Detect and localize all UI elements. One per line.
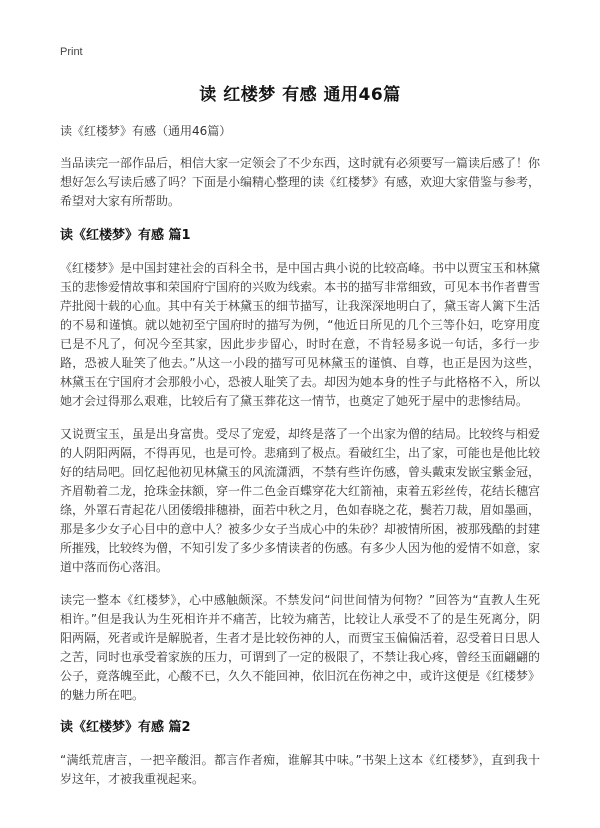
body-paragraph: 《红楼梦》是中国封建社会的百科全书，是中国古典小说的比较高峰。书中以贾宝玉和林黛玉的悲惨爱情故事和荣国府宁国府的兴败为线索。本书的描写非常细致，可见本书作者曹雪芹批阅十载的心血。其中有关于林黛玉的细节描写，让我深深地明白了，黛玉寄人篱下生活的不易和谨慎。就以她初至宁国府时的描写为例，“他近日所见的几个三等仆妇，吃穿用度已是不凡了，何况今至其家，因此步步留心，时时在意，不肯轻易多说一句话，多行一步路，恐被人耻笑了他去。”从这一小段的描写可见林黛玉的谨慎、自尊，也正是因为这些，林黛玉在宁国府才会那般小心，恐被人耻笑了去。却因为她本身的性子与此格格不入，所以她才会过得那么艰难，比较后有了黛玉葬花这一情节，也奠定了她死于屋中的悲惨结局。	[60, 261, 541, 408]
document-body	[60, 122, 540, 803]
print-link[interactable]: Print	[60, 46, 83, 58]
section-heading: 读《红楼梦》有感 篇1	[60, 228, 191, 243]
document-title: 读 红楼梦 有感 通用46篇	[199, 85, 401, 105]
body-paragraph: 读完一整本《红楼梦》，心中感触颇深。不禁发问“问世间情为何物？”回答为“直教人生死相许。”但是我认为生死相许并不痛苦，比较为痛苦，比较让人承受不了的是生死离分，阴阳两隔，死者或许是解脱者，生者才是比较伤神的人，而贾宝玉偏偏活着，忍受着日日思人之苦，同时也承受着家族的压力，可谓到了一定的极限了，不禁让我心疼，曾经玉面翩翩的公子，竟落魄至此，心酸不已，久久不能回神，依旧沉在伤神之中，或许这便是《红楼梦》的魅力所在吧。	[60, 593, 541, 702]
section-heading: 读《红楼梦》有感 篇2	[60, 720, 191, 735]
body-paragraph: “满纸荒唐言，一把辛酸泪。都言作者痴，谁解其中味。”书架上这本《红楼梦》，直到我十岁这年，才被我重视起来。	[60, 753, 540, 786]
document-subtitle: 读《红楼梦》有感（通用46篇）	[60, 124, 232, 138]
body-paragraph: 又说贾宝玉，虽是出身富贵。受尽了宠爱，却终是落了一个出家为僧的结局。比较终与相爱的人阴阳两隔，不得再见，也是可怜。悲痛到了极点。看破红尘，出了家，可能也是他比较好的结局吧。回忆起他初见林黛玉的风流潇洒，不禁有些许伤感，曾头戴束发嵌宝紫金冠，齐眉勒着二龙，抢珠金抹额，穿一件二色金百蝶穿花大红箭袖，束着五彩丝传，花结长穗宫绦，外罩石青起花八团倭缎排穗褂，面若中秋之月，色如春晓之花，鬓若刀裁，眉如墨画，那是多少女子心目中的意中人？被多少女子当成心中的朱砂？却被情所困，被那残酷的封建所摧残，比较终为僧，不知引发了多少多情读者的伤感。有多少人因为他的爱情不如意，家道中落而伤心落泪。	[60, 427, 541, 574]
intro-paragraph: 当品读完一部作品后，相信大家一定领会了不少东西，这时就有必须要写一篇读后感了！你想好怎么写读后感了吗？下面是小编精心整理的读《红楼梦》有感，欢迎大家借鉴与参考，希望对大家有所帮助。	[60, 156, 541, 208]
